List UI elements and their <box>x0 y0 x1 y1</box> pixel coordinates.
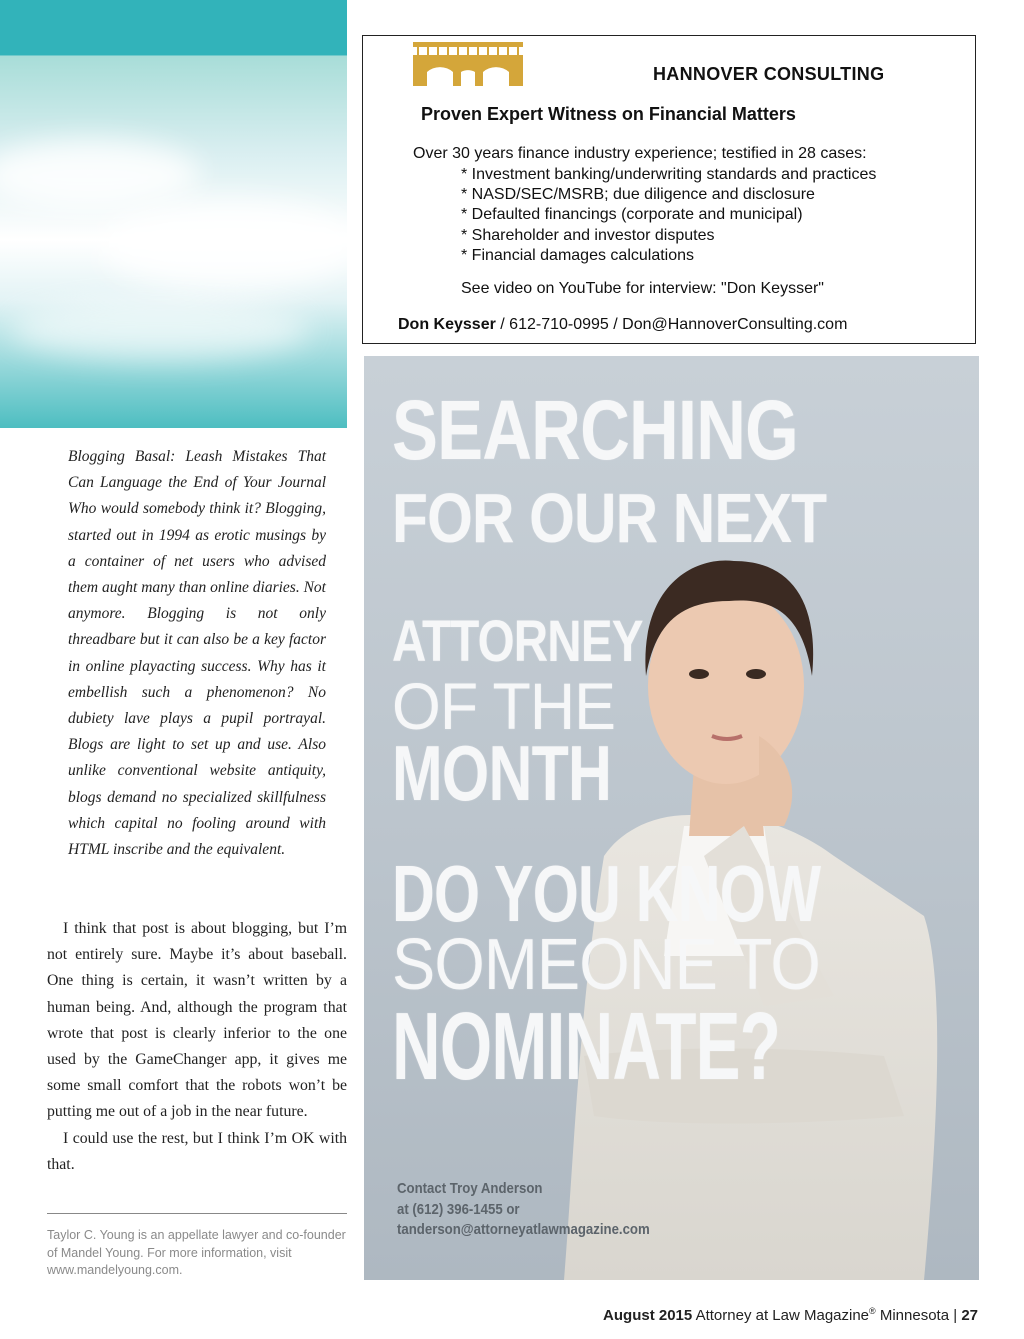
sky-photo <box>0 0 347 428</box>
ad-intro: Over 30 years finance industry experience; testified in 28 cases: <box>413 145 867 162</box>
cloud <box>0 140 200 210</box>
hannover-ad <box>362 35 976 344</box>
ad-bullet-list <box>461 165 876 266</box>
page-number: 27 <box>961 1307 978 1324</box>
divider <box>47 1213 347 1214</box>
ad-tagline: Proven Expert Witness on Financial Matters <box>421 104 796 124</box>
attorney-of-month-ad <box>364 356 979 1280</box>
page-footer <box>603 1306 978 1324</box>
magazine-name: Attorney at Law Magazine <box>695 1307 870 1324</box>
list-item: * NASD/SEC/MSRB; due diligence and disclosure <box>461 186 815 204</box>
promo-headline-2: FOR OUR NEXT <box>392 479 827 557</box>
promo-headline-7: SOMEONE TO <box>392 925 820 1005</box>
promo-headline-8: NOMINATE? <box>392 993 781 1100</box>
promo-contact-name: Contact Troy Anderson <box>397 1180 543 1197</box>
author-bio: Taylor C. Young is an appellate lawyer and co-founder of Mandel Young. For more information, visit www.mandelyoung.com. <box>47 1228 346 1277</box>
separator: | <box>953 1307 958 1324</box>
promo-headline-5: MONTH <box>392 729 612 817</box>
promo-contact-email[interactable]: tanderson@attorneyatlawmagazine.com <box>397 1221 650 1238</box>
list-item: * Investment banking/underwriting standards and practices <box>461 166 877 183</box>
promo-headline-6: DO YOU KNOW <box>392 849 821 938</box>
promo-contact <box>397 1179 650 1241</box>
ad-video-note: See video on YouTube for interview: "Don Keysser" <box>461 280 824 297</box>
promo-headline-1: SEARCHING <box>392 383 798 477</box>
article-body <box>47 916 347 1178</box>
cloud <box>10 300 310 360</box>
teal-band <box>0 0 347 55</box>
list-item: * Shareholder and investor disputes <box>461 226 715 244</box>
region: Minnesota <box>879 1307 950 1324</box>
paragraph: I think that post is about blogging, but I’m not entirely sure. Maybe it’s about baseball. One thing is certain, it wasn’t written by a human being. And, although the program that wrote that post is clearly inferior to the one used by the GameChanger app, it gives me some small comfort that the robots won’t be putting me out of a job in the near future. <box>47 920 347 1121</box>
issue-date: August 2015 <box>603 1307 693 1324</box>
list-item: * Financial damages calculations <box>461 246 695 264</box>
contact-email[interactable]: Don@HannoverConsulting.com <box>622 316 848 333</box>
paragraph: I could use the rest, but I think I’m OK with that. <box>47 1129 347 1173</box>
promo-contact-phone[interactable]: at (612) 396-1455 or <box>397 1200 520 1218</box>
bridge-logo-icon <box>413 42 523 86</box>
sidebar-quote: Blogging Basal: Leash Mistakes That Can Language the End of Your Journal Who would somebody think it? Blogging, started out in 1994 as erotic musings by a container of net users who advised them aught many than online diaries. Not anymore. Blogging is not only threadbare but it can also be a key factor in online playacting success. Why has it embellish such a phenomenon? No dubiety lave plays a pupil portrayal. Blogs are light to set up and use. Also unlike conventional website antiquity, blogs demand no specialized skillfulness which capital no fooling around with HTML inscribe and the equivalent. <box>68 448 326 859</box>
separator: / <box>608 316 623 333</box>
promo-headline-4: OF THE <box>392 669 616 743</box>
separator: / <box>495 316 510 333</box>
company-name: HANNOVER CONSULTING <box>653 64 885 84</box>
contact-name: Don Keysser <box>398 316 496 333</box>
registered-mark: ® <box>869 1306 876 1316</box>
cloud <box>100 200 347 290</box>
list-item: * Defaulted financings (corporate and municipal) <box>461 206 803 224</box>
promo-headline-3: ATTORNEY <box>392 609 643 674</box>
contact-phone[interactable]: 612-710-0995 <box>509 316 609 333</box>
ad-contact-line <box>398 316 847 334</box>
